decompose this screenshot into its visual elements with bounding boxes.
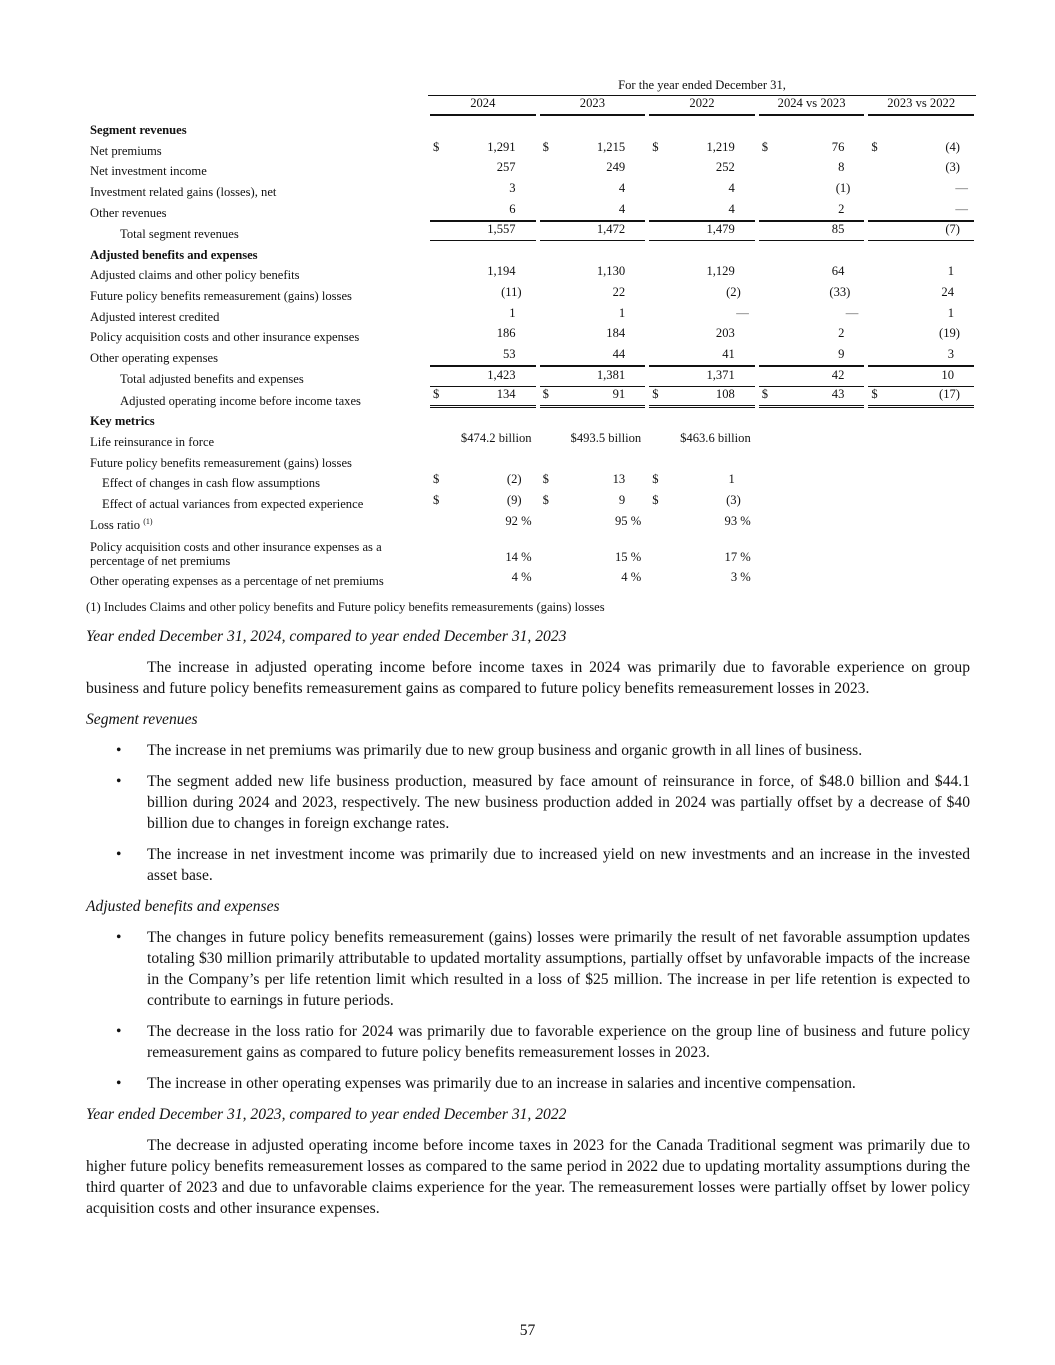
section-heading-2023: Year ended December 31, 2023, compared to year ended December 31, 2022 — [86, 1106, 567, 1123]
cell-value: 1,194 — [487, 264, 516, 279]
cell-value: 9 — [618, 493, 626, 508]
column-header: 2024 — [470, 96, 496, 111]
cell-value: 64 — [831, 264, 845, 279]
table-row — [86, 116, 976, 137]
cell-value: 42 — [831, 367, 845, 382]
cell-value: 203 — [715, 326, 735, 341]
cell-value: 4 — [728, 201, 735, 216]
cell-value: 1,472 — [596, 221, 626, 236]
cell-value: 44 — [612, 346, 626, 361]
cell-value: $493.5 billion — [570, 431, 642, 445]
cell-value: 1 — [947, 305, 954, 320]
row-label: Loss ratio — [90, 517, 141, 532]
cell-value: 4 % — [511, 570, 532, 585]
cell-value: 108 — [715, 386, 735, 401]
cell-value: (19) — [939, 326, 960, 341]
cell-value: 8 — [838, 160, 845, 175]
cell-value: 9 — [838, 346, 845, 361]
cell-value: 3 — [509, 181, 516, 196]
table-row — [86, 178, 976, 199]
cell-value: 76 — [831, 139, 845, 154]
cell-value: $463.6 billion — [680, 431, 751, 445]
cell-value: (2) — [726, 284, 741, 299]
list-item — [86, 844, 970, 886]
currency-sign: $ — [652, 386, 659, 401]
cell-value: (3) — [945, 160, 960, 175]
cell-value: (1) — [835, 181, 851, 196]
cell-value: 1,423 — [487, 367, 516, 382]
cell-value: 91 — [612, 386, 626, 401]
currency-sign: $ — [433, 139, 440, 154]
cell-value: (4) — [945, 139, 960, 154]
cell-value: 92 % — [505, 513, 532, 528]
table-row — [86, 449, 976, 470]
cell-value: 85 — [831, 221, 845, 236]
cell-value: 186 — [496, 326, 516, 341]
paragraph-2023: The decrease in adjusted operating income before income taxes in 2023 for the Canada Traditional segment was primarily due to higher future policy benefits remeasurement losses as compared to the same period in 2022 due to updating mortality assumptions during the third quarter of 2023 and due to unfavorable claims experience for the year. The remeasurement losses were partially offset by lower policy acquisition costs and other insurance expenses. — [86, 1137, 970, 1217]
table-row — [86, 511, 976, 532]
bullet-icon: • — [116, 1075, 122, 1092]
page-number: 57 — [519, 1322, 536, 1339]
column-header: 2024 vs 2023 — [777, 96, 846, 111]
cell-value: 22 — [612, 284, 626, 299]
table-row — [86, 490, 976, 511]
list-item — [86, 771, 970, 834]
row-label: Effect of actual variances from expected experience — [102, 497, 364, 512]
narrative — [86, 626, 970, 1229]
cell-value: 6 — [509, 201, 516, 216]
cell-value: 2 — [838, 326, 845, 341]
cell-value: 53 — [503, 346, 516, 361]
currency-sign: $ — [433, 386, 440, 401]
cell-value: 1,557 — [487, 221, 516, 236]
cell-value: (2) — [506, 472, 522, 487]
cell-value: 2 — [838, 201, 845, 216]
cell-value: 1,215 — [596, 139, 626, 154]
bullet-text: The segment added new life business production, measured by face amount of reinsurance in force, of $48.0 billion and $44.1 billion during 2024 and 2023, respectively. The new business production added in 2024 was partially offset by a decrease of $40 billion due to changes in foreign exchange rates. — [147, 773, 970, 832]
currency-sign: $ — [871, 386, 878, 401]
cell-value: 41 — [722, 346, 735, 361]
cell-value: 134 — [496, 386, 516, 401]
currency-sign: $ — [542, 139, 549, 154]
cell-value: — — [736, 305, 749, 320]
cell-value: 1,219 — [706, 139, 735, 154]
subheading-adjusted-benefits: Adjusted benefits and expenses — [86, 898, 280, 915]
section-heading-2024: Year ended December 31, 2024, compared to year ended December 31, 2023 — [86, 628, 567, 645]
table-row — [86, 158, 976, 179]
table-row — [86, 428, 976, 449]
row-label: Investment related gains (losses), net — [90, 185, 277, 200]
currency-sign: $ — [542, 493, 549, 508]
list-item — [86, 740, 970, 761]
table-row — [86, 241, 976, 262]
bullet-text: The changes in future policy benefits remeasurement (gains) losses were primarily the result of net favorable assumption updates totaling $30 million primarily attributable to updated mortality assumptions, partially offset by unfavorable impacts of the increase in the Company’s per life retention limit which resulted in a loss of $25 million. The increase in per life retention is expected to contribute to earnings in future periods. — [147, 929, 970, 1009]
table-row — [86, 303, 976, 324]
bullet-icon: • — [116, 846, 122, 863]
cell-value: 184 — [606, 326, 626, 341]
bullet-text: The increase in net investment income was primarily due to increased yield on new investments and an increase in the invested asset base. — [147, 846, 970, 884]
row-label: Adjusted operating income before income taxes — [120, 393, 361, 408]
cell-value: 4 % — [621, 570, 642, 585]
cell-value: — — [955, 201, 968, 216]
cell-value: (3) — [726, 493, 741, 508]
row-label: Adjusted interest credited — [90, 309, 220, 324]
row-label: Future policy benefits remeasurement (gains) losses — [90, 455, 352, 470]
cell-value: 1,371 — [706, 367, 735, 382]
cell-value: 93 % — [724, 513, 751, 528]
currency-sign: $ — [542, 472, 549, 487]
cell-value: (9) — [506, 493, 522, 508]
cell-value: 4 — [618, 201, 626, 216]
table-row — [86, 386, 976, 408]
cell-value: 14 % — [505, 549, 532, 564]
cell-value: 43 — [831, 386, 845, 401]
cell-value: 1,291 — [487, 139, 516, 154]
currency-sign: $ — [652, 472, 659, 487]
currency-sign: $ — [652, 493, 659, 508]
period-header-row — [86, 75, 976, 96]
table-row — [86, 470, 976, 491]
cell-value: 3 — [947, 346, 954, 361]
cell-value: — — [955, 181, 968, 196]
paragraph-2024: The increase in adjusted operating income before income taxes in 2024 was primarily due to favorable experience on group business and future policy benefits remeasurement gains as compared to future policy benefits remeasurement losses in 2023. — [86, 659, 970, 697]
cell-value: (7) — [945, 221, 960, 236]
row-label: Future policy benefits remeasurement (gains) losses — [90, 288, 352, 303]
cell-value: 4 — [728, 181, 735, 196]
cell-value: 1,130 — [596, 264, 626, 279]
table-row — [86, 568, 976, 589]
cell-value: 1 — [728, 472, 735, 487]
table-row — [86, 137, 976, 158]
column-header-row — [86, 96, 976, 117]
table-row — [86, 220, 976, 241]
row-label: Adjusted claims and other policy benefits — [90, 268, 300, 283]
bullet-icon: • — [116, 1023, 122, 1040]
currency-sign: $ — [761, 386, 769, 401]
row-label: Segment revenues — [90, 123, 187, 138]
period-header: For the year ended December 31, — [428, 78, 976, 96]
table-row — [86, 282, 976, 303]
cell-value: 17 % — [724, 549, 751, 564]
row-label: Adjusted benefits and expenses — [90, 247, 258, 262]
cell-value: 252 — [715, 160, 735, 175]
row-label: Total adjusted benefits and expenses — [120, 371, 304, 386]
bullet-text: The decrease in the loss ratio for 2024 was primarily due to favorable experience on the group line of business and future policy remeasurement gains as compared to future policy benefits remeasurement losses in 2023. — [147, 1023, 970, 1061]
cell-value: 1,381 — [596, 367, 626, 382]
cell-value: 3 % — [730, 570, 751, 585]
cell-value: 1 — [947, 264, 954, 279]
row-label: Effect of changes in cash flow assumptions — [102, 476, 321, 491]
cell-value: 1,479 — [706, 221, 735, 236]
bullet-icon: • — [116, 929, 122, 946]
cell-value: (11) — [501, 284, 522, 299]
list-item — [86, 927, 970, 1011]
row-label: Key metrics — [90, 414, 155, 429]
financial-table — [86, 75, 976, 588]
row-label: Life reinsurance in force — [90, 435, 215, 449]
cell-value: — — [845, 305, 859, 320]
cell-value: 13 — [612, 472, 626, 487]
table-row — [86, 324, 976, 345]
column-header: 2023 — [579, 96, 605, 111]
column-header: 2023 vs 2022 — [887, 96, 956, 111]
currency-sign: $ — [542, 386, 549, 401]
row-label: Net premiums — [90, 143, 162, 158]
cell-value: 249 — [606, 160, 626, 175]
cell-value: 10 — [941, 367, 954, 382]
currency-sign: $ — [871, 139, 878, 154]
column-header: 2022 — [689, 96, 715, 111]
list-item — [86, 1073, 970, 1094]
cell-value: 95 % — [614, 513, 642, 528]
row-label: Other revenues — [90, 205, 167, 220]
bullet-text: The increase in net premiums was primarily due to new group business and organic growth in all lines of business. — [147, 742, 863, 759]
cell-value: 1,129 — [706, 264, 735, 279]
subheading-segment-revenues: Segment revenues — [86, 711, 198, 728]
cell-value: 4 — [618, 181, 626, 196]
row-label: Net investment income — [90, 164, 207, 179]
footnote-ref: (1) — [143, 516, 153, 526]
cell-value: 1 — [618, 305, 626, 320]
row-label: Other operating expenses — [90, 350, 218, 365]
table-row — [86, 532, 976, 568]
cell-value: $474.2 billion — [460, 431, 532, 445]
table-row — [86, 408, 976, 429]
table-row — [86, 199, 976, 220]
cell-value: (33) — [829, 284, 851, 299]
row-label: Total segment revenues — [120, 226, 239, 241]
table-row — [86, 262, 976, 283]
table-row — [86, 344, 976, 365]
cell-value: (17) — [939, 386, 960, 401]
currency-sign: $ — [433, 493, 440, 508]
bullet-icon: • — [116, 773, 122, 790]
row-label: Policy acquisition costs and other insurance expenses — [90, 330, 360, 345]
adjusted-benefits-bullets — [86, 927, 970, 1094]
bullet-icon: • — [116, 742, 122, 759]
row-label: Policy acquisition costs and other insurance expenses as a percentage of net premiums — [90, 539, 382, 568]
bullet-text: The increase in other operating expenses was primarily due to an increase in salaries and incentive compensation. — [147, 1075, 856, 1092]
cell-value: 1 — [509, 305, 516, 320]
row-label: Other operating expenses as a percentage of net premiums — [90, 574, 384, 589]
currency-sign: $ — [761, 139, 769, 154]
table-row — [86, 365, 976, 386]
segment-revenues-bullets — [86, 740, 970, 886]
currency-sign: $ — [433, 472, 440, 487]
table-footnote: (1) Includes Claims and other policy benefits and Future policy benefits remeasurements (gains) losses — [86, 600, 605, 614]
currency-sign: $ — [652, 139, 659, 154]
list-item — [86, 1021, 970, 1063]
cell-value: 15 % — [614, 549, 642, 564]
cell-value: 24 — [941, 284, 954, 299]
cell-value: 257 — [496, 160, 516, 175]
